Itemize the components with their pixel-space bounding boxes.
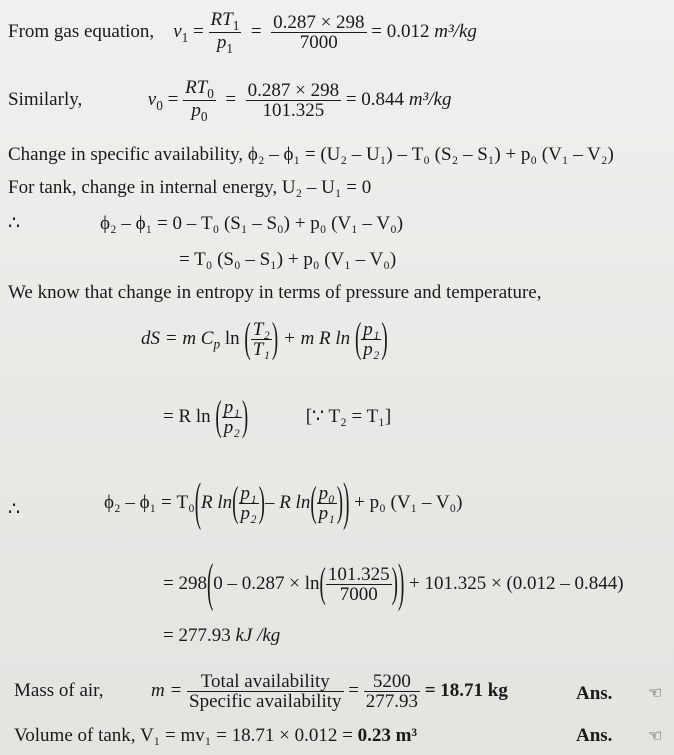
- pointing-hand-icon-2: ☜: [648, 728, 663, 745]
- mass-label: Mass of air,: [14, 679, 104, 701]
- mass-of-air-line: Mass of air, m = $\frac{\text{Total availability}}{\text{Specific availability}}$ = $\frac{5200}{277.93}$ = 18.71 kg: [14, 671, 508, 712]
- gas-equation-line: From gas equation, $v_1$ = $\frac{RT_1}{p_1}$ = $\frac{0.287 \times 298}{7000}$ = 0.012 m³/kg: [8, 9, 477, 56]
- mass-answer-marker: Ans.: [576, 683, 613, 704]
- r-ln-equation: = R ln ( $\frac{\text{p₁}}{\text{p₂}}$ ) [∵ T₂ = T₁]: [163, 394, 392, 441]
- rt0-over-p0-fraction: $\frac{RT_0}{p_0}$: [185, 77, 214, 124]
- p1-over-p2-fraction: $\frac{\text{p₁}}{\text{p₂}}$: [363, 319, 380, 360]
- r-ln-p1-over-p2-fraction: $\frac{\text{p₁}}{\text{p₂}}$: [223, 397, 240, 438]
- therefore-symbol-1: ∴: [8, 213, 21, 234]
- gas-equation-unit: m³/kg: [434, 20, 477, 42]
- tank-internal-energy-line: For tank, change in internal energy, U₂ – U₁ = 0: [8, 177, 372, 198]
- isothermal-note: [∵ T₂ = T₁]: [305, 405, 392, 427]
- volume-of-tank-line: Volume of tank, V₁ = mv₁ = 18.71 × 0.012 = 0.23 m³: [14, 725, 418, 746]
- availability-entropy-equation: ϕ₂ – ϕ₁ = T₀(R ln( $\frac{\text{p₁}}{\text{p₂}}$ )– R ln( $\frac{\text{p₀}}{\text{p₁}}$ )) + p₀ (V₁ – V₀): [104, 474, 463, 533]
- p1-over-p2-fraction-b: $\frac{\text{p₁}}{\text{p₂}}$: [240, 483, 257, 524]
- availability-result: = 277.93 kJ /kg: [163, 625, 281, 646]
- similarly-label: Similarly,: [8, 88, 83, 110]
- pointing-hand-icon: ☜: [648, 685, 663, 702]
- similarly-line: Similarly, $v_0$ = $\frac{RT_0}{p_0}$ = $\frac{0.287 \times 298}{101.325}$ = 0.844 m³/kg: [8, 77, 452, 124]
- mass-result: = 18.71 kg: [424, 679, 508, 701]
- mass-numeric-fraction: $\frac{5200}{277.93}$: [365, 671, 418, 712]
- rt1-over-p1-fraction: $\frac{RT_1}{p_1}$: [210, 9, 240, 56]
- availability-equation-2: = T₀ (S₀ – S₁) + p₀ (V₁ – V₀): [179, 249, 397, 270]
- entropy-intro-line: We know that change in entropy in terms of pressure and temperature,: [8, 282, 542, 303]
- therefore-symbol-2: ∴: [8, 499, 21, 520]
- availability-equation-1: ϕ₂ – ϕ₁ = 0 – T₀ (S₁ – S₀) + p₀ (V₁ – V₀): [100, 213, 404, 234]
- gas-equation-label: From gas equation,: [8, 20, 155, 42]
- p0-over-p1-fraction: $\frac{\text{p₀}}{\text{p₁}}$: [318, 483, 335, 524]
- pressure-ratio-fraction: $\frac{101.325}{7000}$: [327, 564, 390, 605]
- change-availability-line: Change in specific availability, ϕ₂ – ϕ₁ = (U₂ – U₁) – T₀ (S₂ – S₁) + p₀ (V₁ – V₂): [8, 144, 614, 165]
- volume-answer-marker: Ans.: [576, 725, 613, 746]
- t2-over-t1-fraction: $\frac{\text{T₂}}{\text{T₁}}$: [252, 319, 270, 360]
- availability-ratio-fraction: $\frac{\text{Total availability}}{\text{Specific availability}}$: [189, 671, 342, 712]
- v1-symbol: v: [173, 20, 182, 42]
- volume-result: 0.23 m³: [357, 725, 418, 746]
- gas-equation-result: = 0.012: [371, 20, 430, 42]
- similarly-result: = 0.844: [345, 88, 405, 110]
- numeric-substitution: = 298(0 – 0.287 × ln( $\frac{101.325}{7000}$ )) + 101.325 × (0.012 – 0.844): [163, 555, 624, 614]
- gas-equation-numeric-fraction: $\frac{0.287 \times 298}{7000}$: [273, 12, 365, 54]
- similarly-unit: m³/kg: [408, 88, 452, 110]
- entropy-equation: dS = m $C_p$ ln ( $\frac{\text{T₂}}{\text{T₁}}$ ) + m R ln ( $\frac{\text{p₁}}{\text{p₂}}$ ): [141, 316, 388, 363]
- similarly-numeric-fraction: $\frac{0.287 \times 298}{101.325}$: [247, 80, 340, 122]
